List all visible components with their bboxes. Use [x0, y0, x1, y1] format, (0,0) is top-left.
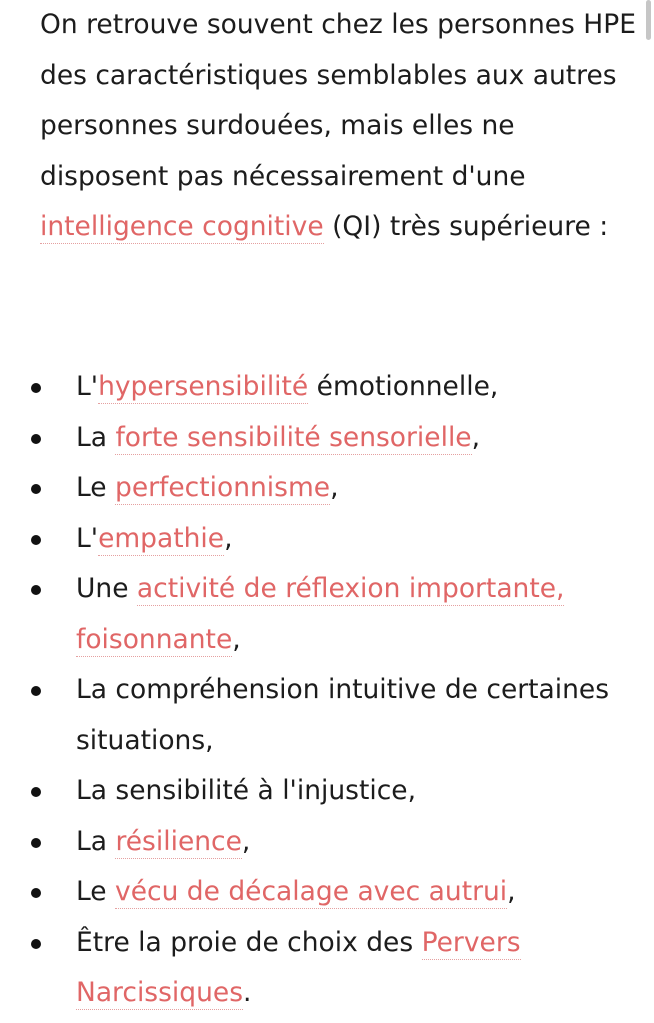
list-item-text: Une [76, 573, 137, 604]
list-item-text: La sensibilité à l'injustice, [76, 775, 417, 806]
bullet-icon [31, 535, 41, 545]
scrollbar[interactable] [646, 0, 651, 40]
link-resilience[interactable]: résilience [115, 825, 242, 857]
list-item [0, 463, 640, 514]
link-intelligence-cognitive[interactable]: intelligence cognitive [40, 211, 324, 242]
list-item-text: , [507, 876, 516, 907]
intro-paragraph [40, 0, 640, 253]
intro-text-after: (QI) très supérieure : [323, 211, 609, 242]
list-item [0, 514, 640, 565]
list-item [0, 918, 640, 1019]
list-item-text: , [232, 623, 241, 655]
list-item-text: La compréhension intuitive de certaines situations, [76, 674, 610, 756]
traits-list [0, 362, 640, 1019]
list-item-text: La [76, 825, 116, 857]
link-forte-sensibilite-sensorielle[interactable]: forte sensibilité sensorielle [115, 421, 472, 453]
list-item [0, 564, 640, 665]
list-item [0, 665, 640, 766]
link-activite-de-reflexion[interactable]: activité de réflexion importante, foisonnante [76, 573, 565, 655]
bullet-icon [31, 939, 41, 949]
list-item-text: , [471, 421, 481, 453]
bullet-icon [31, 838, 41, 848]
link-hypersensibilite[interactable]: hypersensibilité [98, 371, 309, 402]
list-item [0, 766, 640, 817]
bullet-icon [31, 686, 41, 696]
list-item-text: . [243, 977, 252, 1008]
list-item [0, 817, 640, 868]
list-item-text: , [330, 472, 339, 503]
list-item-text: L' [76, 371, 99, 402]
list-item [0, 413, 640, 464]
list-item-text: Être la proie de choix des [76, 926, 422, 958]
list-item-text: Le [76, 472, 116, 503]
list-item-text: Le [76, 876, 116, 907]
bullet-icon [31, 585, 41, 595]
link-perfectionnisme[interactable]: perfectionnisme [115, 472, 331, 503]
list-item-text: , [224, 522, 233, 554]
intro-text-before: On retrouve souvent chez les personnes HPE des caractéristiques semblables aux autres personnes surdouées, mais elles ne disposent pas nécessairement d'une [40, 9, 636, 192]
bullet-icon [31, 888, 41, 898]
link-vecu-de-decalage[interactable]: vécu de décalage avec autrui [115, 876, 508, 907]
bullet-icon [31, 434, 41, 444]
list-item-text: , [241, 825, 251, 857]
list-item [0, 867, 640, 918]
bullet-icon [31, 787, 41, 797]
bullet-icon [31, 484, 41, 494]
list-item-text: émotionnelle, [308, 371, 499, 402]
list-item [0, 362, 640, 413]
bullet-icon [31, 383, 41, 393]
list-item-text: La [76, 421, 116, 453]
link-pervers-narcissiques[interactable]: Pervers Narcissiques [76, 926, 521, 1008]
list-item-text: L' [76, 522, 99, 554]
link-empathie[interactable]: empathie [98, 522, 225, 554]
